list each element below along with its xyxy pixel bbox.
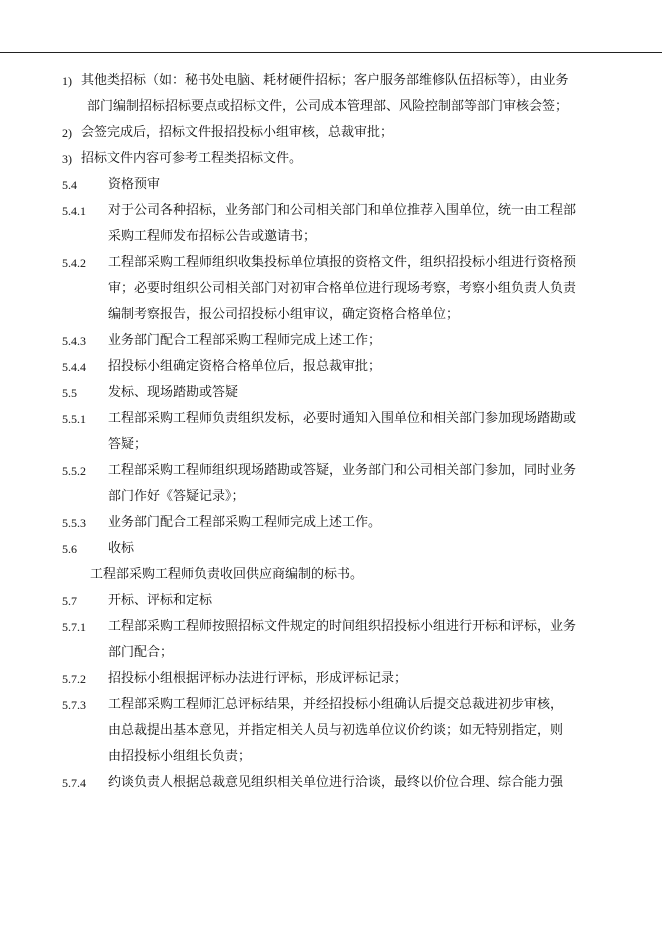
item-number: 5.5.3 xyxy=(62,516,86,530)
item-number: 5.4.3 xyxy=(62,334,86,348)
section-title: 开标、评标和定标 xyxy=(108,593,213,608)
line-5-4-3 xyxy=(0,330,662,352)
line-5-4-1-cont xyxy=(0,226,662,248)
item-text: 工程部采购工程师负责组织发标，必要时通知入围单位和相关部门参加现场踏勘或 xyxy=(108,411,577,426)
item-text: 约谈负责人根据总裁意见组织相关单位进行洽谈，最终以价位合理、综合能力强 xyxy=(108,775,564,790)
line-5-7-3-cont-2 xyxy=(0,746,662,768)
section-5-5 xyxy=(0,382,662,404)
section-5-7 xyxy=(0,590,662,612)
item-text: 部门配合； xyxy=(108,645,174,660)
line-5-7-2 xyxy=(0,668,662,690)
header-rule xyxy=(0,52,662,53)
item-number: 5.5.1 xyxy=(62,412,86,426)
section-5-4 xyxy=(0,174,662,196)
item-text: 招投标小组根据评标办法进行评标，形成评标记录； xyxy=(108,671,408,686)
item-text: 答疑； xyxy=(108,437,148,452)
item-text: 由总裁提出基本意见，并指定相关人员与初选单位议价约谈；如无特别指定，则 xyxy=(108,723,564,738)
item-number: 5.4.1 xyxy=(62,204,86,218)
line-2 xyxy=(0,96,662,118)
line-1 xyxy=(0,70,662,92)
line-3 xyxy=(0,122,662,144)
item-text: 部门编制招标招标要点或招标文件，公司成本管理部、风险控制部等部门审核会签； xyxy=(87,99,569,114)
line-4 xyxy=(0,148,662,170)
line-5-4-2-cont-2 xyxy=(0,304,662,326)
line-5-5-3 xyxy=(0,512,662,534)
section-number: 5.4 xyxy=(62,178,77,192)
item-text: 工程部采购工程师组织现场踏勘或答疑，业务部门和公司相关部门参加，同时业务 xyxy=(108,463,577,478)
item-number: 5.7.2 xyxy=(62,672,86,686)
section-title: 收标 xyxy=(108,541,135,556)
section-5-6 xyxy=(0,538,662,560)
item-number: 5.4.4 xyxy=(62,360,86,374)
line-5-7-1 xyxy=(0,616,662,638)
line-5-5-2 xyxy=(0,460,662,482)
line-5-6-body xyxy=(0,564,662,586)
line-5-4-1 xyxy=(0,200,662,222)
item-text: 采购工程师发布招标公告或邀请书； xyxy=(108,229,317,244)
item-text: 工程部采购工程师按照招标文件规定的时间组织招投标小组进行开标和评标，业务 xyxy=(108,619,577,634)
item-text: 业务部门配合工程部采购工程师完成上述工作。 xyxy=(108,515,382,530)
item-text: 部门作好《答疑记录》； xyxy=(108,489,245,504)
item-number: 2) xyxy=(62,126,72,140)
item-text: 业务部门配合工程部采购工程师完成上述工作； xyxy=(108,333,382,348)
section-number: 5.5 xyxy=(62,386,77,400)
section-title: 资格预审 xyxy=(108,177,161,192)
item-number: 5.7.4 xyxy=(62,776,86,790)
item-text: 工程部采购工程师汇总评标结果，并经招投标小组确认后提交总裁进初步审核， xyxy=(108,697,564,712)
item-number: 5.5.2 xyxy=(62,464,86,478)
item-number: 5.7.3 xyxy=(62,698,86,712)
line-5-7-4 xyxy=(0,772,662,794)
item-number: 5.4.2 xyxy=(62,256,86,270)
line-5-4-4 xyxy=(0,356,662,378)
section-number: 5.7 xyxy=(62,594,77,608)
item-text: 工程部采购工程师负责收回供应商编制的标书。 xyxy=(90,567,364,582)
line-5-7-3 xyxy=(0,694,662,716)
section-number: 5.6 xyxy=(62,542,77,556)
item-text: 工程部采购工程师组织收集投标单位填报的资格文件，组织招投标小组进行资格预 xyxy=(108,255,577,270)
item-text: 会签完成后，招标文件报招投标小组审核，总裁审批； xyxy=(81,125,394,140)
line-5-4-2 xyxy=(0,252,662,274)
item-text: 招投标小组确定资格合格单位后，报总裁审批； xyxy=(108,359,382,374)
line-5-5-2-cont xyxy=(0,486,662,508)
line-5-5-1 xyxy=(0,408,662,430)
item-text: 其他类招标（如：秘书处电脑、耗材硬件招标；客户服务部维修队伍招标等），由业务 xyxy=(81,73,569,88)
item-text: 招标文件内容可参考工程类招标文件。 xyxy=(81,151,303,166)
line-5-7-1-cont xyxy=(0,642,662,664)
line-5-4-2-cont-1 xyxy=(0,278,662,300)
item-text: 由招投标小组组长负责； xyxy=(108,749,252,764)
line-5-5-1-cont xyxy=(0,434,662,456)
line-5-7-3-cont-1 xyxy=(0,720,662,742)
item-text: 对于公司各种招标，业务部门和公司相关部门和单位推荐入围单位，统一由工程部 xyxy=(108,203,577,218)
item-number: 5.7.1 xyxy=(62,620,86,634)
section-title: 发标、现场踏勘或答疑 xyxy=(108,385,239,400)
item-text: 审；必要时组织公司相关部门对初审合格单位进行现场考察，考察小组负责人负责 xyxy=(108,281,577,296)
item-number: 1) xyxy=(62,74,72,88)
item-text: 编制考察报告，报公司招投标小组审议，确定资格合格单位； xyxy=(108,307,460,322)
item-number: 3) xyxy=(62,152,72,166)
